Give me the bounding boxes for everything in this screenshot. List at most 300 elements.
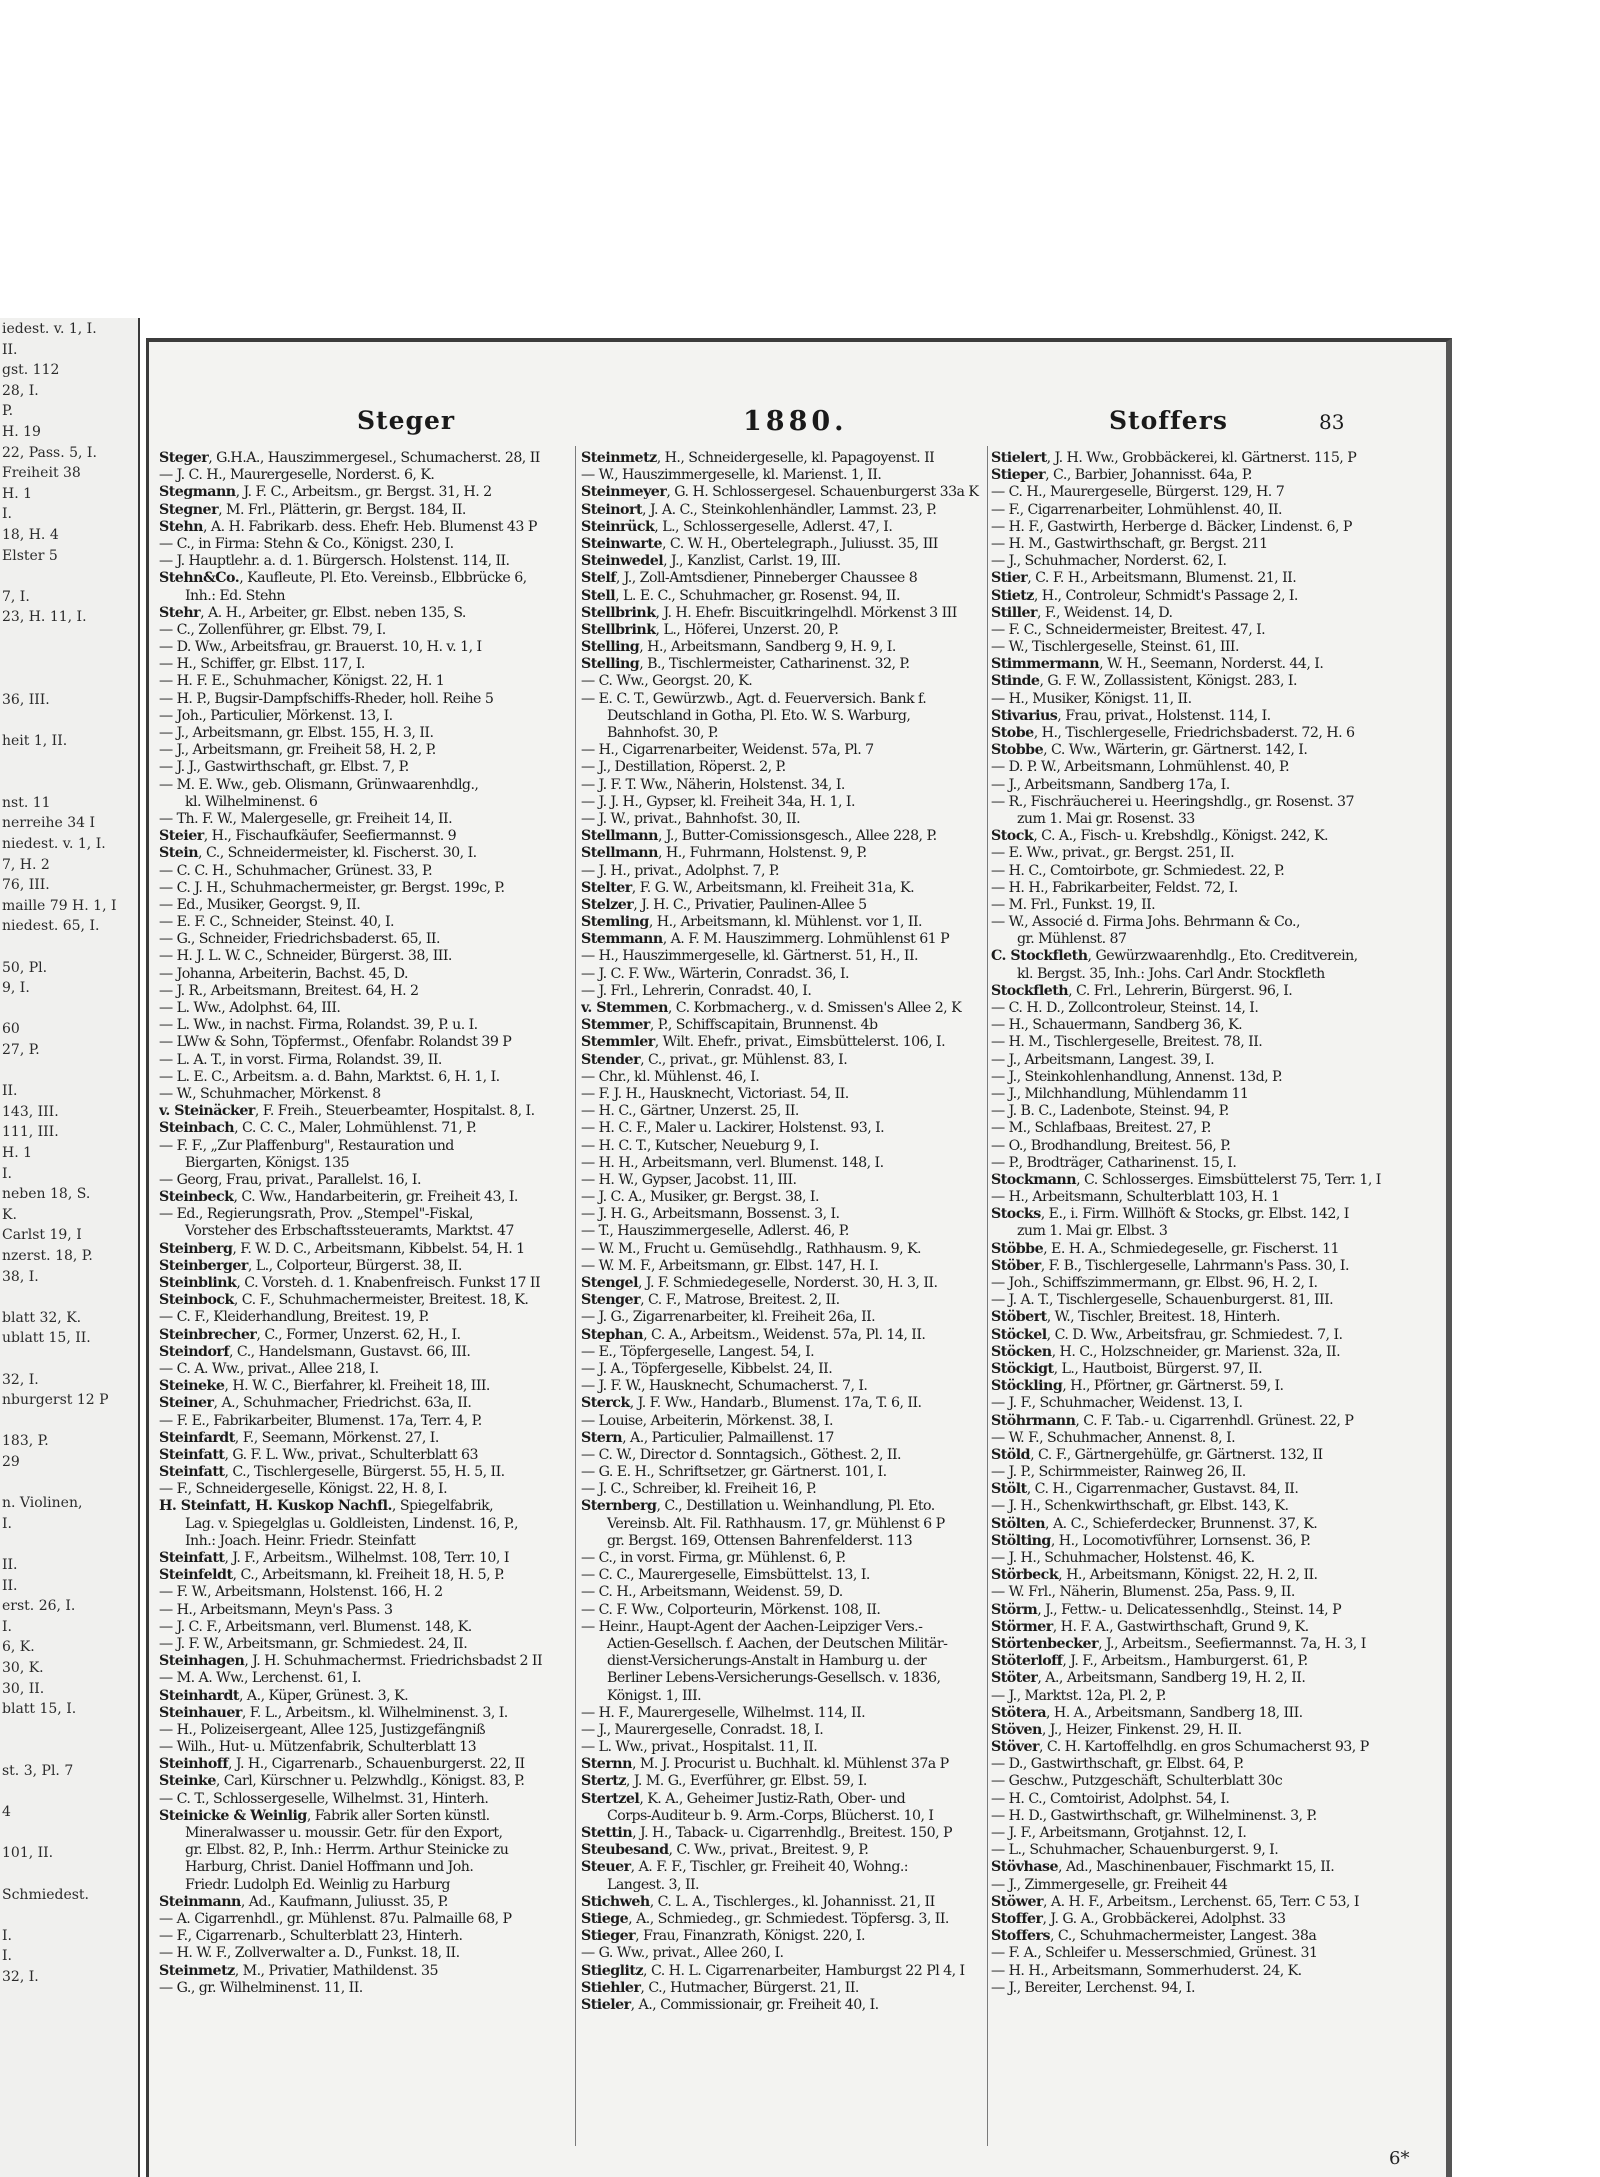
fragment-line: 50, Pl.	[2, 959, 48, 976]
entry-details: — W., Tischlergeselle, Steinst. 61, III.	[991, 639, 1239, 656]
entry-details: Bahnhofst. 30, P.	[607, 725, 718, 741]
directory-entry	[991, 1086, 1431, 1103]
entry-details: , P., Schiffscapitain, Brunnenst. 4b	[649, 1017, 878, 1034]
directory-entry	[581, 1292, 989, 1309]
entry-details: , C., privat., gr. Mühlenst. 83, I.	[640, 1051, 848, 1068]
directory-entry	[581, 1533, 989, 1550]
entry-details: — H. C. F., Maler u. Lackirer, Holstenst. 93, I.	[581, 1120, 885, 1137]
directory-entry	[991, 897, 1431, 914]
entry-details: , J. F. Ww., Handarb., Blumenst. 17a, T. 6, II.	[629, 1395, 922, 1412]
directory-entry	[159, 639, 569, 656]
entry-details: , F. W. D. C., Arbeitsmann, Kibbelst. 54, H. 1	[232, 1240, 525, 1257]
directory-entry	[581, 1791, 989, 1808]
entry-surname: Stern	[581, 1429, 623, 1446]
fragment-line: 6, K.	[2, 1639, 35, 1656]
entry-details: — H., Arbeitsmann, Meyn's Pass. 3	[159, 1601, 393, 1618]
directory-column-1	[159, 450, 569, 2140]
entry-surname: Stiehler	[581, 1979, 641, 1996]
directory-entry	[991, 1361, 1431, 1378]
directory-entry	[159, 1516, 569, 1533]
directory-entry	[159, 656, 569, 673]
entry-surname: Stöckling	[991, 1378, 1063, 1395]
directory-entry	[991, 845, 1431, 862]
entry-details: — H. C. T., Kutscher, Neueburg 9, I.	[581, 1137, 819, 1154]
entry-details: — Heinr., Haupt-Agent der Aachen-Leipziger Vers.-	[581, 1618, 923, 1635]
entry-details: — H., Schauermann, Sandberg 36, K.	[991, 1017, 1243, 1034]
directory-entry	[991, 1017, 1431, 1034]
directory-entry	[159, 1155, 569, 1172]
directory-entry	[581, 966, 989, 983]
directory-entry	[159, 570, 569, 587]
fragment-line: 76, III.	[2, 877, 50, 894]
entry-details: — F. E., Fabrikarbeiter, Blumenst. 17a, Terr. 4, P.	[159, 1412, 482, 1429]
directory-entry	[581, 1894, 989, 1911]
directory-entry	[159, 1292, 569, 1309]
directory-entry	[991, 1688, 1431, 1705]
entry-surname: Stemmann	[581, 931, 663, 948]
entry-surname: Stiege	[581, 1910, 629, 1927]
directory-entry	[991, 828, 1431, 845]
entry-details: — W. Frl., Näherin, Blumenst. 25a, Pass. 9, II.	[991, 1584, 1295, 1601]
entry-surname: Störtenbecker	[991, 1635, 1099, 1652]
entry-details: , J. G. A., Grobbäckerei, Adolphst. 33	[1042, 1910, 1286, 1927]
entry-details: — J. F. W., Hausknecht, Schumacherst. 7, I.	[581, 1378, 868, 1395]
entry-surname: Stellbrink	[581, 604, 656, 621]
entry-details: , J. F. Schmiedegeselle, Norderst. 30, H. 3, II.	[637, 1275, 938, 1291]
entry-details: , A. H. F., Arbeitsm., Lerchenst. 65, Terr. C 53, I	[1042, 1893, 1359, 1910]
entry-details: , J. H. Ww., Grobbäckerei, kl. Gärtnerst. 115, P	[1046, 450, 1357, 466]
entry-surname: Stölten	[991, 1515, 1046, 1532]
fragment-line: 7, I.	[2, 588, 30, 605]
entry-surname: Stöhrmann	[991, 1412, 1076, 1429]
directory-entry	[581, 1000, 989, 1017]
entry-details: — O., Brodhandlung, Breitest. 56, P.	[991, 1137, 1231, 1154]
entry-details: — H. C., Comtoirbote, gr. Schmiedest. 22, P.	[991, 862, 1285, 879]
directory-entry	[991, 536, 1431, 553]
directory-entry	[991, 1000, 1431, 1017]
fragment-line: nburgerst 12 P	[2, 1392, 109, 1409]
entry-surname: Steinmeyer	[581, 484, 667, 501]
fragment-line: P.	[2, 403, 14, 420]
directory-entry	[581, 1945, 989, 1962]
entry-details: — F. J. H., Hausknecht, Victoriast. 54, II.	[581, 1085, 849, 1102]
entry-details: , J. M. G., Everführer, gr. Elbst. 59, I.	[625, 1773, 867, 1790]
entry-details: — H., Schiffer, gr. Elbst. 117, I.	[159, 656, 365, 673]
directory-entry	[581, 639, 989, 656]
entry-details: , L., Hautboist, Bürgerst. 97, II.	[1053, 1360, 1263, 1377]
fragment-line: 36, III.	[2, 691, 50, 708]
directory-entry	[991, 1945, 1431, 1962]
entry-details: — D. Ww., Arbeitsfrau, gr. Brauerst. 10, H. v. 1, I	[159, 639, 482, 656]
directory-entry	[991, 1808, 1431, 1825]
directory-entry	[991, 1034, 1431, 1051]
directory-entry	[159, 1327, 569, 1344]
fragment-line: neben 18, S.	[2, 1186, 91, 1203]
directory-entry	[581, 794, 989, 811]
directory-entry	[581, 656, 989, 673]
entry-surname: Steinbock	[159, 1292, 234, 1309]
entry-surname: Steinbeck	[159, 1189, 234, 1206]
entry-surname: Stemmer	[581, 1017, 650, 1034]
directory-entry	[991, 1516, 1431, 1533]
directory-entry	[159, 1602, 569, 1619]
fragment-line: 22, Pass. 5, I.	[2, 444, 97, 461]
entry-details: , J. F., Arbeitsm., Hamburgerst. 61, P.	[1062, 1653, 1308, 1670]
fragment-line: Carlst 19, I	[2, 1227, 82, 1244]
directory-entry	[991, 553, 1431, 570]
entry-details: , C. F. Tab.- u. Cigarrenhdl. Grünest. 22, P	[1075, 1412, 1354, 1429]
directory-entry	[991, 1138, 1431, 1155]
directory-entry	[159, 1533, 569, 1550]
entry-details: — C. F., Kleiderhandlung, Breitest. 19, P.	[159, 1309, 429, 1326]
directory-entry	[991, 759, 1431, 776]
entry-details: — H. H., Arbeitsmann, Sommerhuderst. 24, K.	[991, 1962, 1302, 1979]
directory-entry	[991, 1155, 1431, 1172]
directory-entry	[159, 484, 569, 501]
directory-entry	[991, 1602, 1431, 1619]
directory-entry	[581, 1997, 989, 2014]
directory-entry	[159, 1705, 569, 1722]
directory-entry	[159, 863, 569, 880]
entry-details: — T., Hauszimmergeselle, Adlerst. 46, P.	[581, 1223, 849, 1240]
entry-details: — H. C., Gärtner, Unzerst. 25, II.	[581, 1103, 799, 1120]
directory-entry	[581, 536, 989, 553]
entry-details: — H. F., Gastwirth, Herberge d. Bäcker, Lindenst. 6, P	[991, 518, 1352, 535]
directory-entry	[991, 1069, 1431, 1086]
directory-entry	[581, 1052, 989, 1069]
directory-entry	[159, 1670, 569, 1687]
entry-details: Mineralwasser u. moussir. Getr. für den Export,	[185, 1825, 503, 1841]
entry-surname: Stender	[581, 1051, 641, 1068]
directory-entry	[581, 725, 989, 742]
fragment-line: 9, I.	[2, 980, 30, 997]
entry-details: , H., Arbeitsmann, Sandberg 9, H. 9, I.	[639, 639, 896, 656]
entry-details: Inh.: Joach. Heinr. Friedr. Steinfatt	[185, 1532, 416, 1549]
entry-details: , C. A., Arbeitsm., Weidenst. 57a, Pl. 14, II.	[643, 1326, 926, 1343]
entry-details: , C. F. H., Arbeitsmann, Blumenst. 21, II.	[1027, 570, 1297, 587]
directory-page	[146, 338, 1452, 2177]
entry-details: , G. F. L. Ww., privat., Schulterblatt 63	[224, 1446, 478, 1463]
entry-details: , J. H. Schuhmachermst. Friedrichsbadst 2 II	[244, 1653, 543, 1670]
directory-entry	[581, 605, 989, 622]
entry-details: — C. F. Ww., Colporteurin, Mörkenst. 108, II.	[581, 1601, 881, 1618]
entry-details: — LWw & Sohn, Töpfermst., Ofenfabr. Rolandst 39 P	[159, 1034, 512, 1051]
entry-details: Königst. 1, III.	[607, 1687, 702, 1704]
fragment-line: 143, III.	[2, 1103, 59, 1120]
directory-entry	[581, 1842, 989, 1859]
directory-entry	[159, 948, 569, 965]
entry-details: — A. Cigarrenhdl., gr. Mühlenst. 87u. Palmaille 68, P	[159, 1910, 512, 1927]
directory-entry	[991, 1103, 1431, 1120]
directory-entry	[991, 708, 1431, 725]
directory-entry	[159, 1120, 569, 1137]
fragment-line: nst. 11	[2, 794, 51, 811]
entry-details: — Geschw., Putzgeschäft, Schulterblatt 30c	[991, 1773, 1283, 1790]
entry-details: , A., Schuhmacher, Friedrichst. 63a, II.	[213, 1395, 472, 1412]
directory-entry	[159, 1086, 569, 1103]
entry-details: — H. M., Tischlergeselle, Breitest. 78, II.	[991, 1034, 1263, 1051]
fragment-line: n. Violinen,	[2, 1495, 83, 1512]
directory-entry	[581, 1017, 989, 1034]
directory-entry	[991, 1413, 1431, 1430]
entry-details: — J., Schuhmacher, Norderst. 62, I.	[991, 553, 1227, 570]
directory-entry	[159, 1653, 569, 1670]
entry-details: gr. Elbst. 82, P., Inh.: Herrm. Arthur Steinicke zu	[185, 1842, 509, 1859]
entry-details: — C. C., Maurergeselle, Eimsbüttelst. 13, I.	[581, 1567, 870, 1584]
entry-details: — W. F., Schuhmacher, Annenst. 8, I.	[991, 1429, 1236, 1446]
entry-surname: Stöbert	[991, 1309, 1047, 1326]
entry-details: — Johanna, Arbeiterin, Bachst. 45, D.	[159, 965, 408, 982]
directory-entry	[159, 1791, 569, 1808]
entry-surname: Stemmler	[581, 1034, 655, 1051]
entry-surname: Stelling	[581, 656, 640, 673]
entry-details: Langest. 3, II.	[607, 1876, 700, 1893]
fragment-line: I.	[2, 1515, 12, 1532]
directory-entry	[991, 1481, 1431, 1498]
entry-details: , M. Frl., Plätterin, gr. Bergst. 184, II.	[218, 501, 466, 518]
entry-details: — J. H., Schenkwirthschaft, gr. Elbst. 143, K.	[991, 1498, 1289, 1515]
directory-entry	[159, 1739, 569, 1756]
fragment-line: erst. 26, I.	[2, 1598, 76, 1615]
directory-entry	[991, 1619, 1431, 1636]
entry-surname: Störbeck	[991, 1567, 1059, 1584]
entry-details: , C. Ww., privat., Breitest. 9, P.	[668, 1842, 869, 1859]
entry-surname: Stegner	[159, 501, 219, 518]
directory-entry	[159, 811, 569, 828]
fragment-line: 32, I.	[2, 1969, 39, 1985]
entry-details: — J. F. T. Ww., Näherin, Holstenst. 34, I.	[581, 776, 845, 793]
entry-surname: Steinwarte	[581, 535, 662, 552]
fragment-line: 28, I.	[2, 382, 39, 399]
entry-details: , H., Fischaufkäufer, Seefiermannst. 9	[203, 828, 457, 845]
directory-entry	[991, 1980, 1431, 1997]
entry-details: — Ed., Musiker, Georgst. 9, II.	[159, 896, 361, 913]
directory-entry	[159, 1223, 569, 1240]
directory-entry	[159, 1773, 569, 1790]
entry-details: , H., Fuhrmann, Holstenst. 9, P.	[657, 845, 867, 862]
entry-details: — F., Cigarrenarbeiter, Lohmühlenst. 40, II.	[991, 501, 1282, 518]
entry-details: — J. P., Schirmmeister, Rainweg 26, II.	[991, 1464, 1246, 1481]
entry-details: — J. C. F., Arbeitsmann, verl. Blumenst. 148, K.	[159, 1618, 472, 1635]
directory-entry	[581, 1550, 989, 1567]
entry-details: , L. E. C., Schuhmacher, gr. Rosenst. 94, II.	[615, 587, 900, 604]
directory-entry	[991, 725, 1431, 742]
directory-entry	[159, 1911, 569, 1928]
directory-entry	[581, 863, 989, 880]
entry-surname: Stockfleth	[991, 982, 1069, 999]
entry-details: — C., in vorst. Firma, gr. Mühlenst. 6, P.	[581, 1550, 846, 1566]
directory-entry	[991, 1498, 1431, 1515]
entry-details: — H. D., Gastwirthschaft, gr. Wilhelminenst. 3, P.	[991, 1807, 1317, 1824]
entry-details: — J. C. A., Musiker, gr. Bergst. 38, I.	[581, 1189, 819, 1206]
entry-surname: Stöter	[991, 1670, 1038, 1687]
entry-details: , C. F., Matrose, Breitest. 2, II.	[640, 1292, 840, 1309]
entry-details: — F., Cigarrenarb., Schulterblatt 23, Hinterh.	[159, 1928, 463, 1945]
entry-surname: Stertz	[581, 1773, 626, 1790]
entry-surname: Stöven	[991, 1721, 1042, 1738]
directory-entry	[581, 1722, 989, 1739]
directory-entry	[991, 931, 1431, 948]
entry-surname: Sternberg	[581, 1498, 657, 1515]
directory-entry	[991, 691, 1431, 708]
entry-surname: Stein	[159, 845, 199, 862]
directory-entry	[991, 1206, 1431, 1223]
entry-details: , A. H. Fabrikarb. dess. Ehefr. Heb. Blumenst 43 P	[202, 518, 537, 535]
entry-surname: Stieler	[581, 1996, 631, 2013]
entry-details: , F. L., Arbeitsm., kl. Wilhelminenst. 3, I.	[241, 1704, 508, 1721]
directory-entry	[581, 1103, 989, 1120]
directory-entry	[159, 1413, 569, 1430]
entry-details: — J., Marktst. 12a, Pl. 2, P.	[991, 1687, 1166, 1704]
entry-surname: Stockmann	[991, 1171, 1077, 1188]
directory-entry	[991, 1309, 1431, 1326]
entry-details: — J. H., Schuhmacher, Holstenst. 46, K.	[991, 1550, 1255, 1566]
entry-details: — L., Schuhmacher, Schauenburgerst. 9, I.	[991, 1842, 1279, 1859]
fragment-line: nerreihe 34 I	[2, 815, 95, 832]
entry-surname: Stielert	[991, 450, 1047, 466]
fragment-line: 4	[2, 1804, 11, 1821]
entry-details: — D., Gastwirthschaft, gr. Elbst. 64, P.	[991, 1756, 1244, 1773]
directory-entry	[159, 1206, 569, 1223]
directory-entry	[581, 1086, 989, 1103]
entry-details: , J. A. C., Steinkohlenhändler, Lammst. 23, P.	[642, 501, 937, 518]
directory-entry	[159, 1395, 569, 1412]
entry-details: — H. C., Comtoirist, Adolphst. 54, I.	[991, 1790, 1230, 1807]
directory-entry	[581, 742, 989, 759]
directory-entry	[159, 794, 569, 811]
entry-details: , C., Arbeitsmann, kl. Freiheit 18, H. 5, P.	[232, 1567, 505, 1584]
entry-details: , J., Arbeitsm., Seefiermannst. 7a, H. 3, I	[1098, 1635, 1366, 1652]
directory-entry	[159, 1980, 569, 1997]
entry-details: , A. C., Schieferdecker, Brunnenst. 37, K.	[1045, 1515, 1318, 1532]
entry-surname: Steier	[159, 828, 204, 845]
entry-details: — G., Schneider, Friedrichsbaderst. 65, II.	[159, 931, 440, 948]
directory-entry	[159, 450, 569, 467]
directory-entry	[581, 828, 989, 845]
entry-details: , C., Handelsmann, Gustavst. 66, III.	[229, 1343, 471, 1360]
entry-details: , Wilt. Ehefr., privat., Eimsbüttelerst. 106, I.	[654, 1034, 946, 1051]
directory-entry	[159, 1928, 569, 1945]
entry-surname: Steinfeldt	[159, 1567, 233, 1584]
entry-details: , C. Ww., Wärterin, gr. Gärtnerst. 142, I.	[1043, 742, 1308, 759]
entry-details: — J. C. H., Maurergeselle, Norderst. 6, K.	[159, 467, 435, 484]
directory-entry	[581, 1756, 989, 1773]
entry-surname: Stöckigt	[991, 1360, 1054, 1377]
entry-details: — C. J. H., Schuhmachermeister, gr. Bergst. 199c, P.	[159, 879, 505, 896]
entry-details: , H. A., Arbeitsmann, Sandberg 18, III.	[1046, 1704, 1303, 1721]
directory-entry	[159, 725, 569, 742]
directory-entry	[581, 1825, 989, 1842]
directory-entry	[159, 691, 569, 708]
entry-details: , C. Vorsteh. d. 1. Knabenfreisch. Funkst 17 II	[236, 1275, 541, 1291]
entry-details: , C. Ww., Handarbeiterin, gr. Freiheit 43, I.	[233, 1189, 518, 1206]
entry-surname: Steinke	[159, 1773, 216, 1790]
entry-details: Inh.: Ed. Stehn	[185, 587, 285, 604]
directory-entry	[581, 484, 989, 501]
directory-entry	[159, 1584, 569, 1601]
directory-entry	[991, 1172, 1431, 1189]
entry-surname: Stöld	[991, 1446, 1031, 1463]
entry-surname: Steinwedel	[581, 553, 664, 570]
entry-details: , C. H., Cigarrenmacher, Gustavst. 84, II.	[1026, 1481, 1299, 1498]
entry-details: , J., Kanzlist, Carlst. 19, III.	[663, 553, 841, 570]
entry-surname: Stieger	[581, 1928, 636, 1945]
entry-surname: Steuer	[581, 1859, 631, 1876]
directory-entry	[159, 1069, 569, 1086]
entry-details: , M., Privatier, Mathildenst. 35	[234, 1962, 438, 1979]
page-year: 1880.	[743, 406, 848, 437]
entry-details: , J. F. C., Arbeitsm., gr. Bergst. 31, H. 2	[235, 484, 492, 501]
directory-entry	[581, 983, 989, 1000]
fragment-line: II.	[2, 341, 18, 358]
fragment-line: 23, H. 11, I.	[2, 609, 87, 626]
entry-surname: Stötera	[991, 1704, 1047, 1721]
entry-details: , F. B., Tischlergeselle, Lahrmann's Pass. 30, I.	[1040, 1257, 1349, 1274]
directory-entry	[581, 1464, 989, 1481]
directory-entry	[159, 1756, 569, 1773]
entry-details: — J. J., Gastwirthschaft, gr. Elbst. 7, P.	[159, 759, 409, 776]
right-catchword: Stoffers	[1109, 406, 1228, 435]
entry-details: — H. P., Bugsir-Dampfschiffs-Rheder, holl. Reihe 5	[159, 690, 494, 707]
directory-entry	[991, 1756, 1431, 1773]
directory-entry	[581, 1189, 989, 1206]
entry-details: — W. M., Frucht u. Gemüsehdlg., Rathhausm. 9, K.	[581, 1240, 922, 1257]
entry-surname: Steinbach	[159, 1120, 235, 1137]
entry-details: , W., Tischler, Breitest. 18, Hinterh.	[1046, 1309, 1280, 1326]
directory-entry	[991, 1859, 1431, 1876]
entry-details: , H., Pförtner, gr. Gärtnerst. 59, I.	[1062, 1378, 1284, 1395]
directory-entry	[991, 1464, 1431, 1481]
entry-details: , J. H., Cigarrenarb., Schauenburgerst. 22, II	[228, 1756, 525, 1773]
entry-details: — G., gr. Wilhelminenst. 11, II.	[159, 1979, 363, 1996]
directory-entry	[159, 1000, 569, 1017]
directory-entry	[159, 1619, 569, 1636]
entry-details: — J. Frl., Lehrerin, Conradst. 40, I.	[581, 982, 812, 999]
entry-details: , G. F. W., Zollassistent, Königst. 283, I.	[1039, 673, 1297, 690]
entry-surname: Steinmann	[159, 1893, 241, 1910]
directory-entry	[991, 1636, 1431, 1653]
entry-details: , H. C., Holzschneider, gr. Marienst. 32a, II.	[1051, 1343, 1341, 1360]
entry-details: — J. H. G., Arbeitsmann, Bossenst. 3, I.	[581, 1206, 840, 1223]
directory-entry	[581, 1378, 989, 1395]
directory-entry	[991, 656, 1431, 673]
entry-details: — J. C., Schreiber, kl. Freiheit 16, P.	[581, 1481, 817, 1498]
page-header	[149, 406, 1446, 446]
entry-surname: Steinrück	[581, 518, 655, 535]
fragment-line: niedest. 65, I.	[2, 918, 100, 935]
fragment-line: nzerst. 18, P.	[2, 1248, 93, 1264]
directory-entry	[159, 1842, 569, 1859]
directory-entry	[991, 588, 1431, 605]
entry-details: , C. Frl., Lehrerin, Bürgerst. 96, I.	[1068, 982, 1293, 999]
fragment-line: 101, II.	[2, 1845, 54, 1862]
directory-entry	[991, 983, 1431, 1000]
entry-surname: Stellmann	[581, 845, 658, 862]
directory-entry	[991, 1842, 1431, 1859]
directory-entry	[991, 673, 1431, 690]
entry-surname: Stivarius	[991, 707, 1058, 724]
directory-entry	[581, 467, 989, 484]
directory-entry	[581, 673, 989, 690]
entry-details: — M. E. Ww., geb. Olismann, Grünwaarenhdlg.,	[159, 776, 479, 793]
entry-details: , A., Particulier, Palmaillenst. 17	[622, 1429, 834, 1446]
entry-details: dienst-Versicherungs-Anstalt in Hamburg u. der	[607, 1653, 927, 1670]
entry-details: Friedr. Ludolph Ed. Weinlig zu Harburg	[185, 1876, 450, 1893]
entry-surname: Steinberg	[159, 1240, 233, 1257]
directory-entry	[159, 880, 569, 897]
entry-details: , A., Küper, Grünest. 3, K.	[239, 1687, 409, 1704]
entry-details: — J. F., Schuhmacher, Weidenst. 13, I.	[991, 1395, 1243, 1412]
